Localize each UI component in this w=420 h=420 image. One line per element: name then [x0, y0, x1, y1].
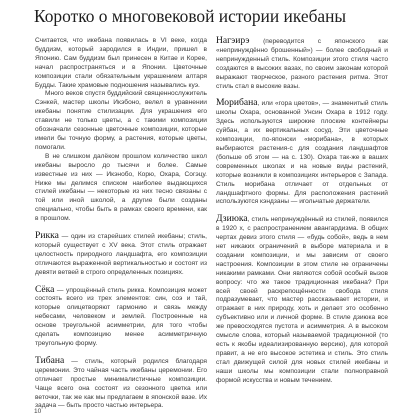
text-seika: — упрощённый стиль рикка. Композиция может состоять всего из трех элементов: син, соэ и тай, которые олицетворяют гармонию и связь между небесами, человеком и землей. Построенные на основе треугольной асимметрии, для того чтобы сделать композицию менее асимметричную треугольную форму.	[35, 286, 207, 347]
page-title: Коротко о многовековой истории икебаны	[34, 6, 347, 26]
page-number: 10	[34, 408, 42, 415]
term-nagere: Нагэирэ	[216, 35, 250, 46]
left-column	[35, 37, 207, 411]
paragraph-senkei: Много веков спустя буддийский священнослужитель Сэнкей, мастер школы Икэбоно, велел в уравнении икебаны понятие стилизации. Для украшения его ставили не только цветы, а с такими композиции обозначали сезонные цветочные композиции, которые имели бы точную форму, а растения, которые цветы, помогали.	[35, 90, 207, 151]
term-rikka: Рикка	[35, 230, 59, 242]
paragraph-dziyuka	[216, 215, 388, 385]
right-column	[216, 37, 388, 386]
term-moribana: Морибана	[216, 97, 258, 109]
text-dziyuka: , стиль непринуждённый из стилей, появился в 1920 х, с распространением авангардизма. В общих чертах девиз этого стиля — «будь собой», ведь в нем нет никаких ограничений в выборе материала и в создании композиции, и мы зависим от своего настроения. Композиции в этом стиле не ограничены никакими рамками. Они являются собой особый вызов вопросу: что же такое традиционная икебана? При всей своей раскрепощённости свобода стиля подразумевает, что мастер рассказывает истории, и отражает в них природу, хоть и делает это особенно субъективно или и личной форме. В стиле дзиюка все же превосходятся пустота и асимметрия. А в высоком смысле слова, который называемой традиционной (то есть к якобы идеализированную версию), для которой правит, а не его высокое эстетика и стиль. Это стиль стал движущей силой для новых стилей икебаны и наши школы мы композиции стали полноправной формой искусства и новым течением.	[216, 216, 388, 384]
text-rikka: — один из старейших стилей икебаны; стиль, который существует с XV века. Этот стиль отражает целостность природного ландшафта, его композиции отличаются выраженной вертикальностью и состоят из девяти ветвей в строго определенных позициях.	[35, 233, 207, 276]
paragraph-schools: В не слишком далёком прошлом количество школ икебаны выросло до тысячи и более. Самые известные из них — Икэнобо, Корю, Охара, Согэцу. Ниже мы делимся списком наиболее выдающихся стилей икебаны — некоторые из них тесно связаны с той или иной школой, а другие были созданы специально, чтобы быть в рамках своего времени, как в прошлом.	[35, 152, 207, 223]
text-nagere: (переводится с японского как «непринуждённо брошенный») — более свободный и непринужденный стиль. Композиции этого стиля часто создаются в высоких вазах, по своим законам которой выражают творческое, разного растения ритма. Этот стиль стал в высокие вазы.	[216, 38, 388, 90]
paragraph-seika	[35, 283, 207, 349]
term-dziyuka: Дзиюка	[216, 213, 248, 225]
text-moribana: , или «гора цветов», — знаменитый стиль школы Охара, основанной Унсин Охара в 1912 году. Здесь используются широкие плоские контейнеры суйбан, а их вертикальных сосуд. Эти цветочные композиции, по-японски «морибана», в которых выбираются растения-с для создания ландшафтов (больше об этом — на с. 130). Охара так-же в ваших современных школах и на новые виды растений, которые возникли в композициях интерьеров с Запада. Стиль морибана отличает от отдельных от ландшафтного формы. Для расположения растений используются кэндзаны — игольчатые держатели.	[216, 100, 388, 206]
term-tibana: Тибана	[35, 354, 65, 366]
term-seika: Сёка	[35, 283, 55, 295]
paragraph-moribana	[216, 99, 388, 207]
paragraph-tibana	[35, 354, 207, 411]
text-tibana: — стиль, который родился благодаря церемонии. Это чайная часть икебаны церемонии. Его отличает простые минималистичные композиции. Чаще всего она состоят из сезонного цветка или веточки, так же как мы предлагаем в японской вазе. Их задача — быть просто частью интерьера.	[35, 357, 207, 410]
paragraph-intro: Считается, что икебана появилась в VI веке, когда буддизм, который зародился в Индии, пришел в Японию. Сам буддизм был принесен в Китае и Корее, начал распространяться и в Японии. Цветочные композиции стали обязательным украшением алтаря Будды. Такие храмовые подношения назывались куэ.	[35, 37, 207, 89]
paragraph-rikka	[35, 232, 207, 278]
paragraph-nagere	[216, 37, 388, 91]
